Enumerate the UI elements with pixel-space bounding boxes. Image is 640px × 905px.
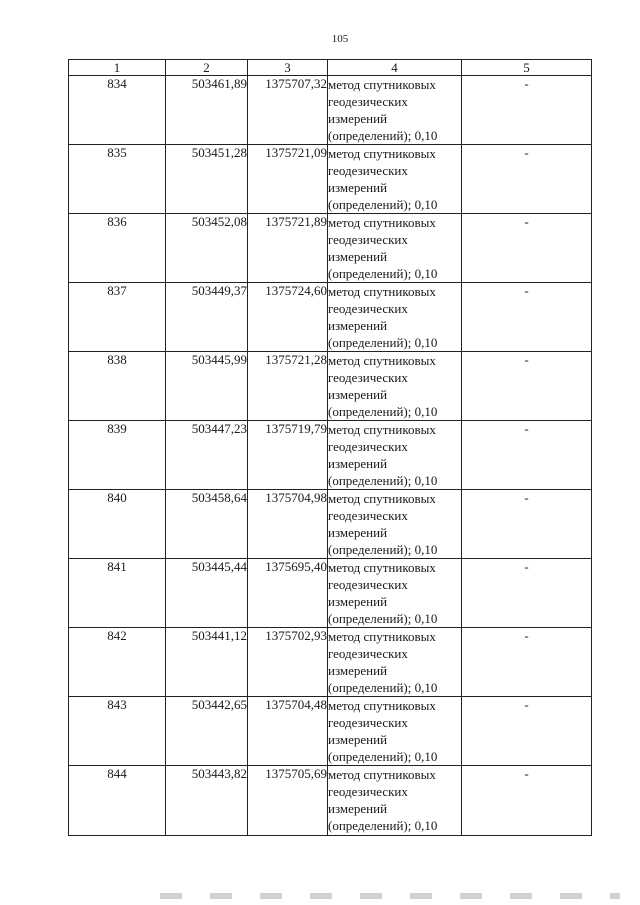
y-coordinate-cell: 1375704,48 (248, 697, 328, 766)
method-line: геодезических (328, 508, 408, 523)
point-number-cell: 841 (69, 559, 166, 628)
method-line: (определений); 0,10 (328, 611, 438, 626)
method-cell (328, 145, 462, 214)
column5-cell: - (462, 697, 592, 766)
table-row (69, 283, 592, 352)
point-number-cell: 837 (69, 283, 166, 352)
column5-cell: - (462, 214, 592, 283)
method-line: измерений (328, 594, 388, 609)
method-line: геодезических (328, 163, 408, 178)
column5-cell: - (462, 145, 592, 214)
method-line: (определений); 0,10 (328, 542, 438, 557)
x-coordinate-cell: 503458,64 (166, 490, 248, 559)
method-line: измерений (328, 663, 388, 678)
point-number-cell: 834 (69, 76, 166, 145)
method-line: геодезических (328, 439, 408, 454)
table-row (69, 145, 592, 214)
x-coordinate-cell: 503449,37 (166, 283, 248, 352)
x-coordinate-cell: 503441,12 (166, 628, 248, 697)
method-line: геодезических (328, 784, 408, 799)
method-cell (328, 421, 462, 490)
table-row (69, 214, 592, 283)
method-line: измерений (328, 249, 388, 264)
y-coordinate-cell: 1375721,89 (248, 214, 328, 283)
method-line: измерений (328, 801, 388, 816)
x-coordinate-cell: 503445,99 (166, 352, 248, 421)
point-number-cell: 839 (69, 421, 166, 490)
method-line: геодезических (328, 232, 408, 247)
x-coordinate-cell: 503445,44 (166, 559, 248, 628)
method-line: (определений); 0,10 (328, 473, 438, 488)
y-coordinate-cell: 1375721,09 (248, 145, 328, 214)
method-line: метод спутниковых (328, 491, 436, 506)
method-cell (328, 697, 462, 766)
method-cell (328, 628, 462, 697)
method-line: (определений); 0,10 (328, 197, 438, 212)
point-number-cell: 836 (69, 214, 166, 283)
column-header: 4 (328, 60, 462, 76)
x-coordinate-cell: 503443,82 (166, 766, 248, 836)
method-line: (определений); 0,10 (328, 749, 438, 764)
method-line: измерений (328, 525, 388, 540)
method-line: метод спутниковых (328, 353, 436, 368)
column-header: 2 (166, 60, 248, 76)
method-cell (328, 490, 462, 559)
y-coordinate-cell: 1375705,69 (248, 766, 328, 836)
x-coordinate-cell: 503442,65 (166, 697, 248, 766)
point-number-cell: 835 (69, 145, 166, 214)
table-body (69, 76, 592, 836)
column5-cell: - (462, 76, 592, 145)
method-line: геодезических (328, 94, 408, 109)
coordinates-table (68, 59, 592, 836)
method-line: метод спутниковых (328, 146, 436, 161)
y-coordinate-cell: 1375702,93 (248, 628, 328, 697)
method-line: (определений); 0,10 (328, 266, 438, 281)
method-line: измерений (328, 456, 388, 471)
y-coordinate-cell: 1375707,32 (248, 76, 328, 145)
method-line: геодезических (328, 370, 408, 385)
method-line: метод спутниковых (328, 422, 436, 437)
method-line: (определений); 0,10 (328, 404, 438, 419)
y-coordinate-cell: 1375719,79 (248, 421, 328, 490)
method-cell (328, 76, 462, 145)
method-line: метод спутниковых (328, 560, 436, 575)
y-coordinate-cell: 1375704,98 (248, 490, 328, 559)
table-row (69, 766, 592, 836)
method-line: метод спутниковых (328, 215, 436, 230)
y-coordinate-cell: 1375724,60 (248, 283, 328, 352)
method-line: геодезических (328, 301, 408, 316)
method-line: (определений); 0,10 (328, 818, 438, 833)
method-line: метод спутниковых (328, 77, 436, 92)
table-row (69, 697, 592, 766)
method-line: метод спутниковых (328, 698, 436, 713)
method-line: измерений (328, 111, 388, 126)
method-line: (определений); 0,10 (328, 680, 438, 695)
y-coordinate-cell: 1375695,40 (248, 559, 328, 628)
method-line: измерений (328, 387, 388, 402)
column5-cell: - (462, 490, 592, 559)
method-line: измерений (328, 318, 388, 333)
method-cell (328, 559, 462, 628)
table-row (69, 559, 592, 628)
table-row (69, 76, 592, 145)
method-cell (328, 283, 462, 352)
column-header: 1 (69, 60, 166, 76)
footer-scan-artifact (160, 893, 620, 899)
method-line: метод спутниковых (328, 629, 436, 644)
point-number-cell: 844 (69, 766, 166, 836)
method-line: геодезических (328, 715, 408, 730)
column-header: 3 (248, 60, 328, 76)
table-row (69, 352, 592, 421)
column5-cell: - (462, 421, 592, 490)
x-coordinate-cell: 503451,28 (166, 145, 248, 214)
point-number-cell: 842 (69, 628, 166, 697)
column-header: 5 (462, 60, 592, 76)
point-number-cell: 843 (69, 697, 166, 766)
method-line: (определений); 0,10 (328, 128, 438, 143)
method-line: измерений (328, 180, 388, 195)
x-coordinate-cell: 503447,23 (166, 421, 248, 490)
method-line: измерений (328, 732, 388, 747)
method-line: геодезических (328, 646, 408, 661)
method-line: метод спутниковых (328, 284, 436, 299)
column5-cell: - (462, 283, 592, 352)
table-row (69, 421, 592, 490)
method-line: (определений); 0,10 (328, 335, 438, 350)
table-row (69, 490, 592, 559)
page-number: 105 (331, 33, 349, 45)
column5-cell: - (462, 559, 592, 628)
method-cell (328, 766, 462, 836)
method-cell (328, 352, 462, 421)
column5-cell: - (462, 628, 592, 697)
method-cell (328, 214, 462, 283)
y-coordinate-cell: 1375721,28 (248, 352, 328, 421)
column5-cell: - (462, 766, 592, 836)
table-header-row (69, 60, 592, 76)
method-line: метод спутниковых (328, 767, 436, 782)
point-number-cell: 840 (69, 490, 166, 559)
point-number-cell: 838 (69, 352, 166, 421)
column5-cell: - (462, 352, 592, 421)
x-coordinate-cell: 503452,08 (166, 214, 248, 283)
method-line: геодезических (328, 577, 408, 592)
x-coordinate-cell: 503461,89 (166, 76, 248, 145)
table-row (69, 628, 592, 697)
